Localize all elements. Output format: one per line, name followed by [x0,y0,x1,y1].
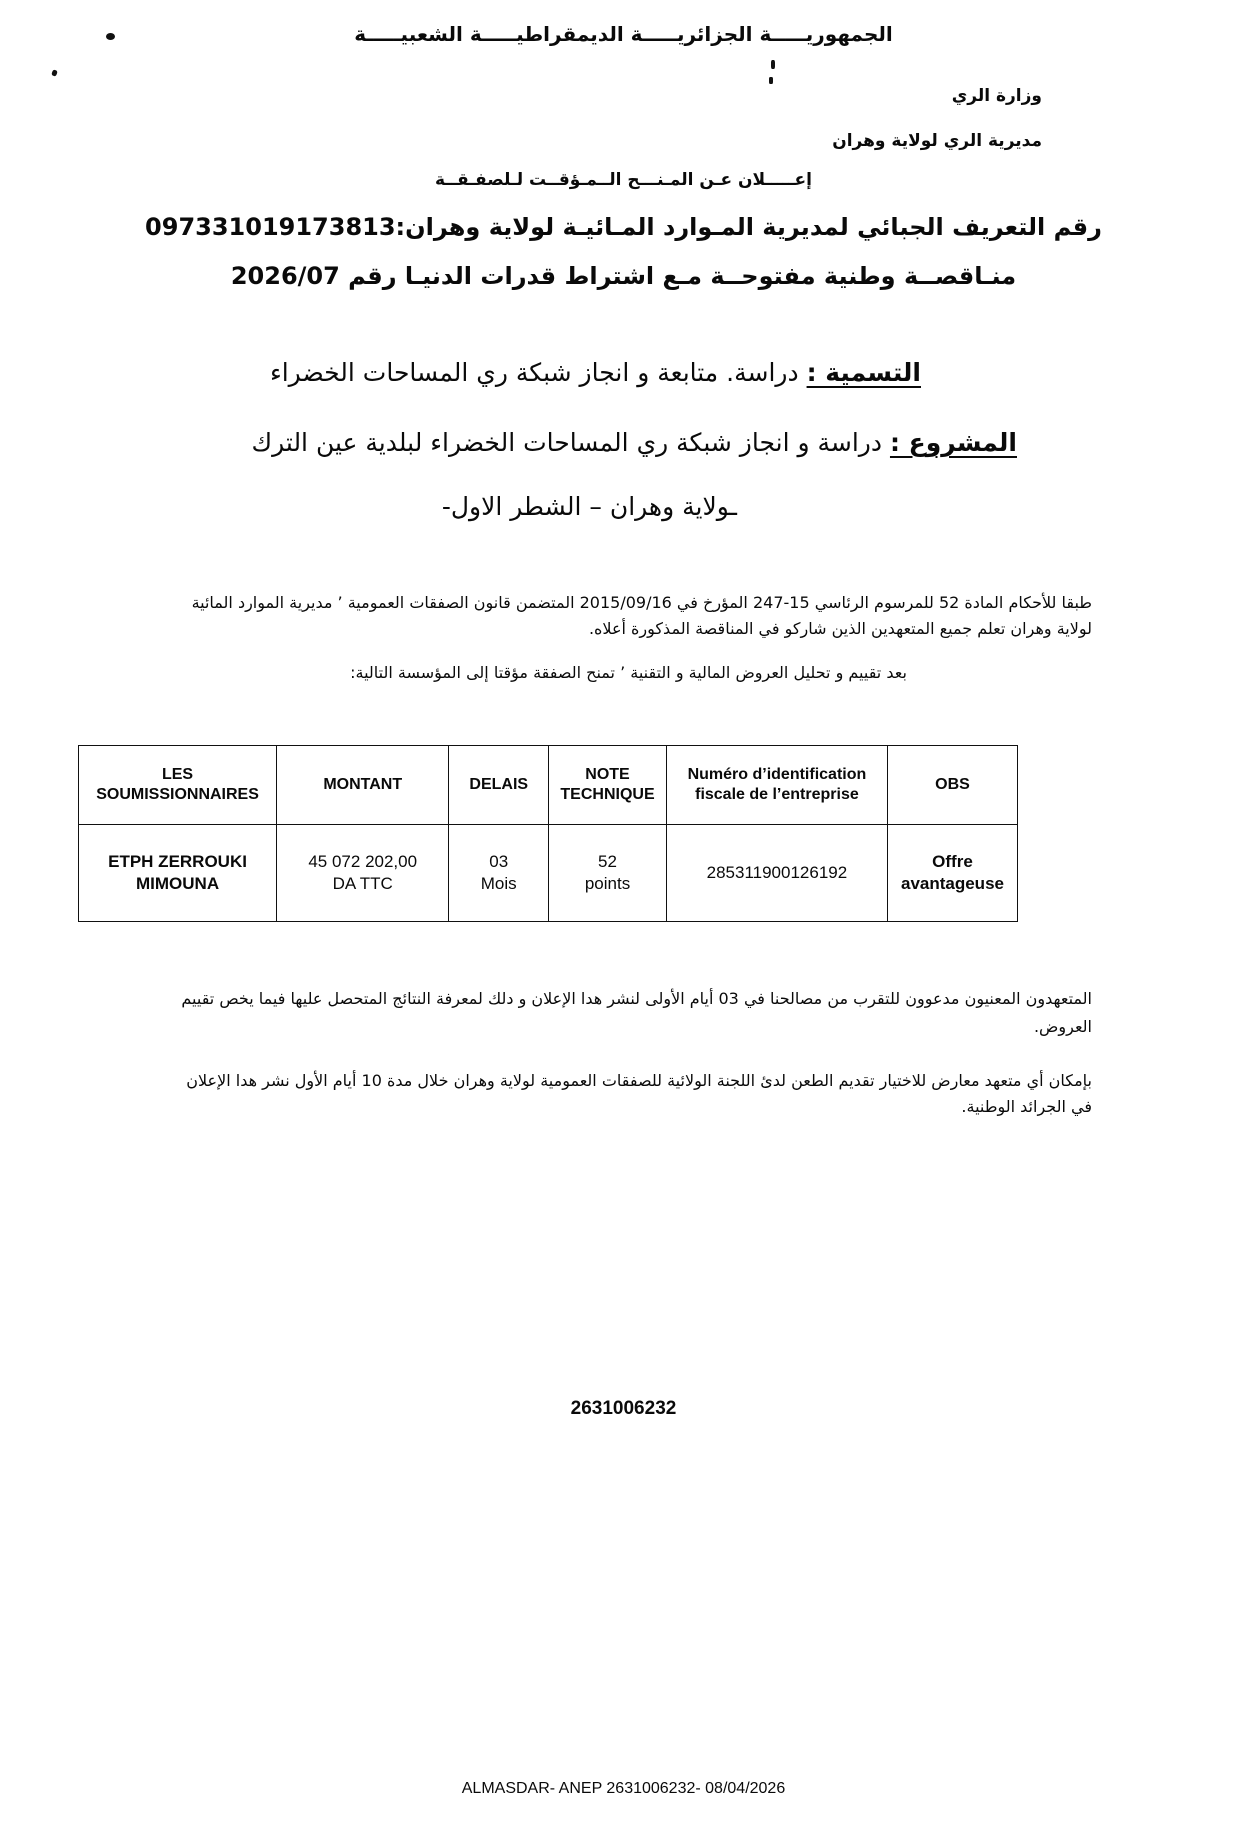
announcement-heading: إعـــــلان عـن المـنـــح الــمـؤقــت لـلصفـقــة [435,170,812,190]
project-line [252,428,1018,457]
cell-delay [449,825,549,922]
obs-line1: Offre [932,851,973,871]
cell-technical-note [549,825,667,922]
header-amount: MONTANT [277,746,449,825]
project-label: المشروع : [889,428,1017,457]
anep-number: 2631006232 [570,1398,677,1419]
award-intro-paragraph: بعد تقييم و تحليل العروض المالية و التقنية ’ تمنح الصفقة مؤقتا إلى المؤسسة التالية: [350,663,907,682]
amount-value: 45 072 202,00 [308,851,418,871]
designation-label: التسمية : [806,358,921,387]
header-technical-note [549,746,667,825]
header-bidders [79,746,277,825]
scan-speck-icon [771,60,775,69]
designation-value: دراسة. متابعة و انجاز شبكة ري المساحات الخضراء [269,358,799,387]
delay-value: 03 [489,851,509,871]
table-header [79,746,1018,825]
ministry-line: وزارة الري [951,86,1042,106]
bidders-information-paragraph: المتعهدون المعنيون مدعوون للتقرب من مصالحنا في 03 أيام الأولى لنشر هدا الإعلان و دلك لمعرفة النتائج المتحصل عليها فيما يخص تقييم العروض. [181,989,1092,1036]
award-results-table [78,745,1018,922]
note-unit: points [584,874,631,893]
cell-bidder-name [79,825,277,922]
header-note-line2: TECHNIQUE [560,786,655,803]
header-fiscal-id [666,746,887,825]
bidder-line2: MIMOUNA [136,874,220,893]
table-body [79,825,1018,922]
cell-observation [887,825,1017,922]
project-line-2: ـولاية وهران – الشطر الاول- [441,492,737,521]
appeal-procedure-paragraph: بإمكان أي متعهد معارض للاختيار تقديم الطعن لدئ اللجنة الولائية للصفقات العمومية لولاية وهران خلال مدة 10 أيام الأول نشر هدا الإعلان في الجرائد الوطنية. [186,1071,1092,1116]
page-footer: ALMASDAR- ANEP 2631006232- 08/04/2026 [461,1780,786,1797]
header-note-line1: NOTE [585,766,630,783]
header-bidders-line1: LES [161,766,194,783]
header-bidders-line2: SOUMISSIONNAIRES [96,786,259,803]
table-header-row [79,746,1018,825]
obs-line2: avantageuse [900,874,1004,893]
republic-header: الجمهوريـــــة الجزائريـــــة الديمقراطيـــــة الشعبيـــــة [354,22,893,46]
header-nif-line1: Numéro d’identification [687,766,867,783]
scan-speck-icon [769,77,773,84]
header-nif-line2: fiscale de l’entreprise [695,786,859,803]
scan-speck-icon [51,69,58,76]
designation-line [270,358,921,387]
note-value: 52 [598,851,617,871]
cell-amount [277,825,449,922]
delay-unit: Mois [480,874,517,893]
header-delay: DELAIS [449,746,549,825]
bidder-line1: ETPH ZERROUKI [108,851,247,871]
header-observations: OBS [887,746,1017,825]
tender-number-title: منـاقصــة وطنية مفتوحــة مـع اشتراط قدرات الدنيـا رقم 2026/07 [230,262,1017,290]
table-row [79,825,1018,922]
project-value: دراسة و انجاز شبكة ري المساحات الخضراء لبلدية عين الترك [251,428,883,457]
direction-line: مديرية الري لولاية وهران [832,131,1042,151]
amount-currency: DA TTC [332,874,393,893]
legal-reference-paragraph: طبقا للأحكام المادة 52 للمرسوم الرئاسي 15-247 المؤرخ في 2015/09/16 المتضمن قانون الصفقات العمومية ’ مديرية الموارد المائية لولاية وهران تعلم جميع المتعهدين الذين شاركو في المناقصة المذكورة أعلاه. [191,593,1092,639]
cell-fiscal-id: 285311900126192 [666,825,887,922]
fiscal-id-title: رقم التعريف الجبائي لمديرية المـوارد المـائيـة لولاية وهران:097331019173813 [145,213,1102,241]
